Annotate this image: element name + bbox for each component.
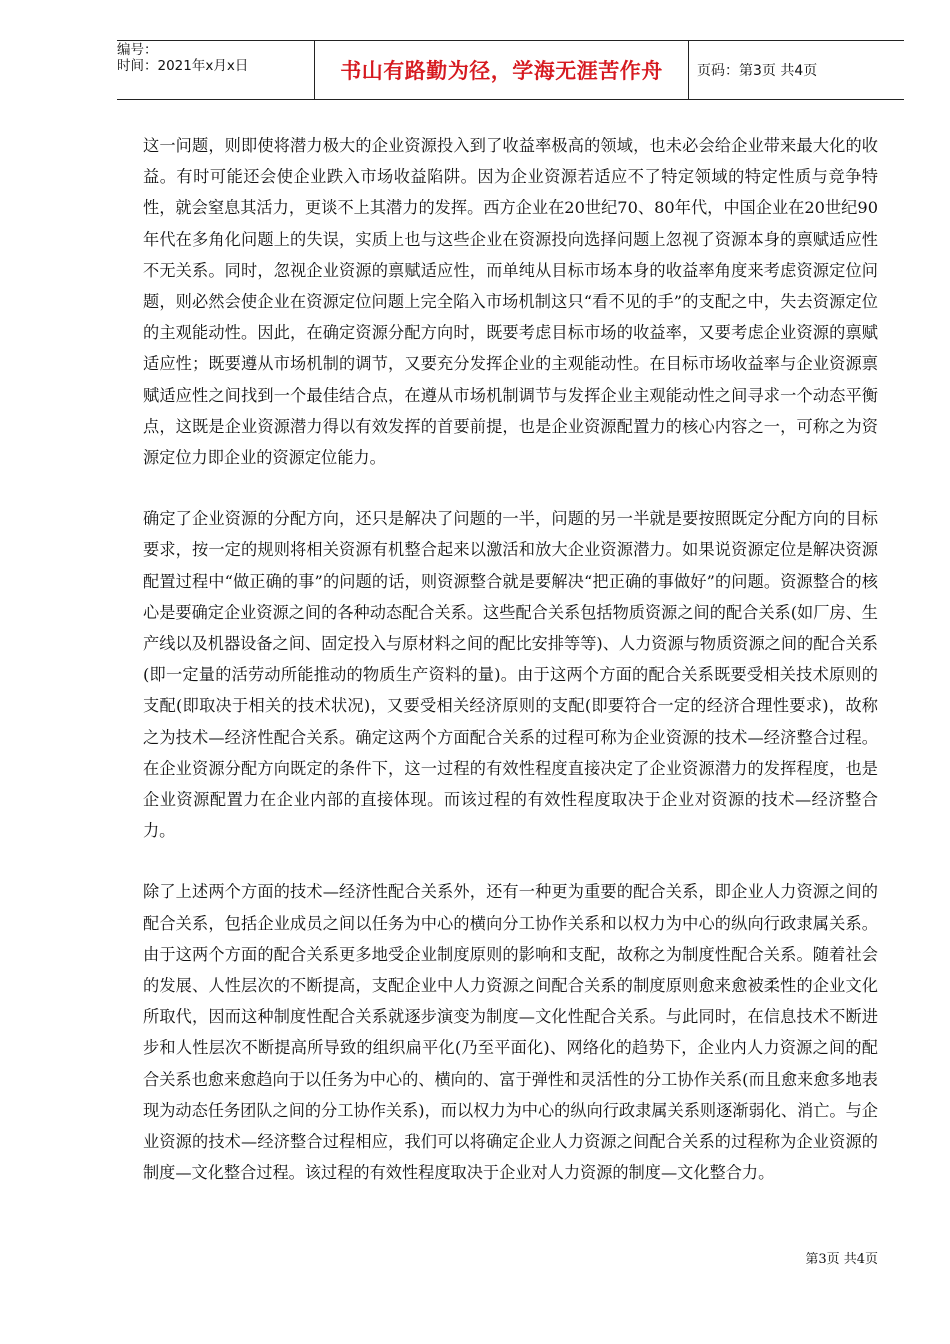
header-motto-cell bbox=[315, 40, 689, 100]
header-motto: 书山有路勤为径，学海无涯苦作舟 bbox=[340, 59, 663, 83]
header-meta bbox=[117, 40, 315, 100]
paragraph-3: 除了上述两个方面的技术—经济性配合关系外，还有一种更为重要的配合关系，即企业人力资源之间的配合关系，包括企业成员之间以任务为中心的横向分工协作关系和以权力为中心的纵向行政隶属关系。由于这两个方面的配合关系更多地受企业制度原则的影响和支配，故称之为制度性配合关系。随着社会的发展、人性层次的不断提高，支配企业中人力资源之间配合关系的制度原则愈来愈被柔性的企业文化所取代，因而这种制度性配合关系就逐步演变为制度—文化性配合关系。与此同时，在信息技术不断进步和人性层次不断提高所导致的组织扁平化(乃至平面化)、网络化的趋势下，企业内人力资源之间的配合关系也愈来愈趋向于以任务为中心的、横向的、富于弹性和灵活性的分工协作关系(而且愈来愈多地表现为动态任务团队之间的分工协作关系)，而以权力为中心的纵向行政隶属关系则逐渐弱化、消亡。与企业资源的技术—经济整合过程相应，我们可以将确定企业人力资源之间配合关系的过程称为企业资源的制度—文化整合过程。该过程的有效性程度取决于企业对人力资源的制度—文化整合力。 bbox=[143, 882, 878, 1183]
paragraph-2: 确定了企业资源的分配方向，还只是解决了问题的一半，问题的另一半就是要按照既定分配方向的目标要求，按一定的规则将相关资源有机整合起来以激活和放大企业资源潜力。如果说资源定位是解决资源配置过程中“做正确的事”的问题的话，则资源整合就是要解决“把正确的事做好”的问题。资源整合的核心是要确定企业资源之间的各种动态配合关系。这些配合关系包括物质资源之间的配合关系(如厂房、生产线以及机器设备之间、固定投入与原材料之间的配比安排等等)、人力资源与物质资源之间的配合关系(即一定量的活劳动所能推动的物质生产资料的量)。由于这两个方面的配合关系既要受相关技术原则的支配(即取决于相关的技术状况)，又要受相关经济原则的支配(即要符合一定的经济合理性要求)，故称之为技术—经济性配合关系。确定这两个方面配合关系的过程可称为企业资源的技术—经济整合过程。在企业资源分配方向既定的条件下，这一过程的有效性程度直接决定了企业资源潜力的发挥程度，也是企业资源配置力在企业内部的直接体现。而该过程的有效性程度取决于企业对资源的技术—经济整合力。 bbox=[143, 509, 878, 841]
page-header bbox=[117, 40, 904, 100]
document-number: 编号： bbox=[117, 42, 158, 58]
page-footer: 第3页 共4页 bbox=[805, 1252, 878, 1267]
document-body bbox=[143, 130, 878, 1219]
document-date: 时间：2021年x月x日 bbox=[117, 58, 249, 74]
header-page-info: 页码：第3页 共4页 bbox=[689, 40, 904, 100]
paragraph-1: 这一问题，则即使将潜力极大的企业资源投入到了收益率极高的领域，也未必会给企业带来最大化的收益。有时可能还会使企业跌入市场收益陷阱。因为企业资源若适应不了特定领域的特定性质与竞争特性，就会窒息其活力，更谈不上其潜力的发挥。西方企业在20世纪70、80年代，中国企业在20世纪90年代在多角化问题上的失误，实质上也与这些企业在资源投向选择问题上忽视了资源本身的禀赋适应性不无关系。同时，忽视企业资源的禀赋适应性，而单纯从目标市场本身的收益率角度来考虑资源定位问题，则必然会使企业在资源定位问题上完全陷入市场机制这只“看不见的手”的支配之中，失去资源定位的主观能动性。因此，在确定资源分配方向时，既要考虑目标市场的收益率，又要考虑企业资源的禀赋适应性；既要遵从市场机制的调节，又要充分发挥企业的主观能动性。在目标市场收益率与企业资源禀赋适应性之间找到一个最佳结合点，在遵从市场机制调节与发挥企业主观能动性之间寻求一个动态平衡点，这既是企业资源潜力得以有效发挥的首要前提，也是企业资源配置力的核心内容之一，可称之为资源定位力即企业的资源定位能力。 bbox=[143, 136, 878, 468]
